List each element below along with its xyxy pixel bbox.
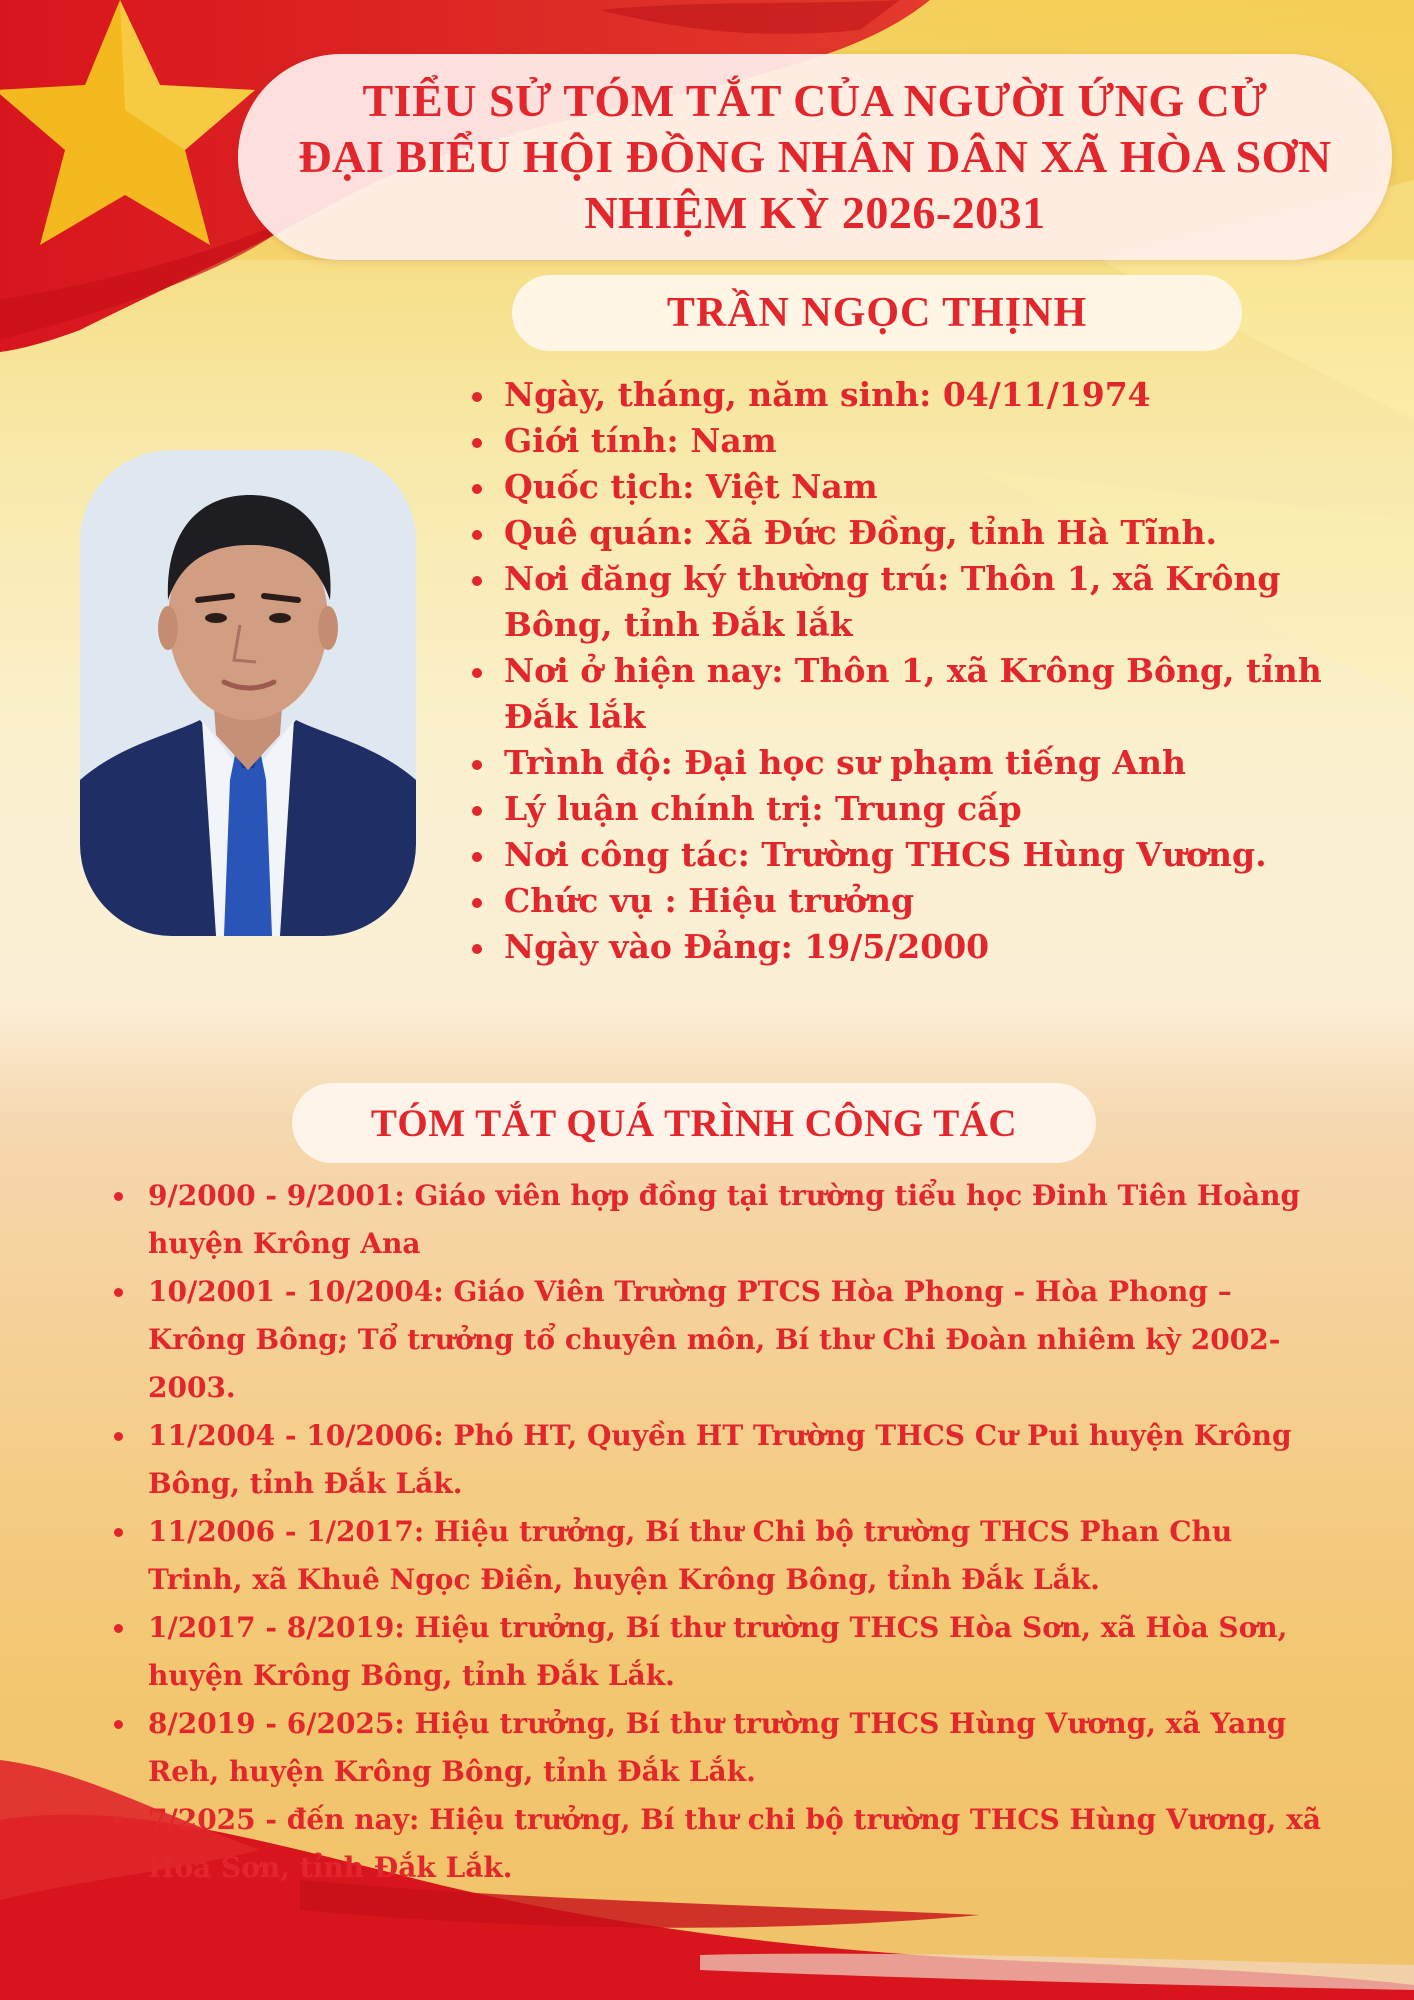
detail-gender: Giới tính: Nam [470,418,1330,464]
career-item: 10/2001 - 10/2004: Giáo Viên Trường PTCS Hòa Phong - Hòa Phong – Krông Bông; Tổ trưởng tổ chuyên môn, Bí thư Chi Đoàn nhiêm kỳ 2002-2003. [112,1268,1327,1412]
career-item: 11/2006 - 1/2017: Hiệu trưởng, Bí thư Chi bộ trường THCS Phan Chu Trinh, xã Khuê Ngọc Điền, huyện Krông Bông, tỉnh Đắk Lắk. [112,1508,1327,1604]
career-item: 11/2004 - 10/2006: Phó HT, Quyền HT Trường THCS Cư Pui huyện Krông Bông, tỉnh Đắk Lắk. [112,1412,1327,1508]
detail-education: Trình độ: Đại học sư phạm tiếng Anh [470,740,1330,786]
portrait-photo [80,450,416,936]
detail-position: Chức vụ : Hiệu trưởng [470,878,1330,924]
detail-nationality: Quốc tịch: Việt Nam [470,464,1330,510]
detail-current-residence: Nơi ở hiện nay: Thôn 1, xã Krông Bông, tỉnh Đắk lắk [470,648,1330,740]
title-banner [238,54,1392,260]
detail-birth-date: Ngày, tháng, năm sinh: 04/11/1974 [470,372,1330,418]
title-line: NHIỆM KỲ 2026-2031 [584,187,1046,238]
career-heading-banner [292,1083,1096,1163]
detail-party-join-date: Ngày vào Đảng: 19/5/2000 [470,924,1330,970]
career-item: 7/2025 - đến nay: Hiệu trưởng, Bí thư chi bộ trường THCS Hùng Vương, xã Hoà Sơn, tỉnh Đắk Lắk. [112,1796,1327,1892]
career-item: 8/2019 - 6/2025: Hiệu trưởng, Bí thư trường THCS Hùng Vương, xã Yang Reh, huyện Krông Bông, tỉnh Đắk Lắk. [112,1700,1327,1796]
career-list [112,1172,1327,1892]
candidate-name: TRẦN NGỌC THỊNH [666,290,1088,336]
detail-political-theory: Lý luận chính trị: Trung cấp [470,786,1330,832]
detail-hometown: Quê quán: Xã Đức Đồng, tỉnh Hà Tĩnh. [470,510,1330,556]
title-line: TIỂU SỬ TÓM TẮT CỦA NGƯỜI ỨNG CỬ [362,75,1268,126]
candidate-details-list [470,372,1330,970]
career-heading: TÓM TẮT QUÁ TRÌNH CÔNG TÁC [370,1101,1018,1145]
candidate-name-banner [512,275,1242,351]
career-item: 1/2017 - 8/2019: Hiệu trưởng, Bí thư trường THCS Hòa Sơn, xã Hòa Sơn, huyện Krông Bông, tỉnh Đắk Lắk. [112,1604,1327,1700]
detail-permanent-residence: Nơi đăng ký thường trú: Thôn 1, xã Krông Bông, tỉnh Đắk lắk [470,556,1330,648]
detail-workplace: Nơi công tác: Trường THCS Hùng Vương. [470,832,1330,878]
title-line: ĐẠI BIỂU HỘI ĐỒNG NHÂN DÂN XÃ HÒA SƠN [298,131,1332,182]
career-item: 9/2000 - 9/2001: Giáo viên hợp đồng tại trường tiểu học Đinh Tiên Hoàng huyện Krông Ana [112,1172,1327,1268]
